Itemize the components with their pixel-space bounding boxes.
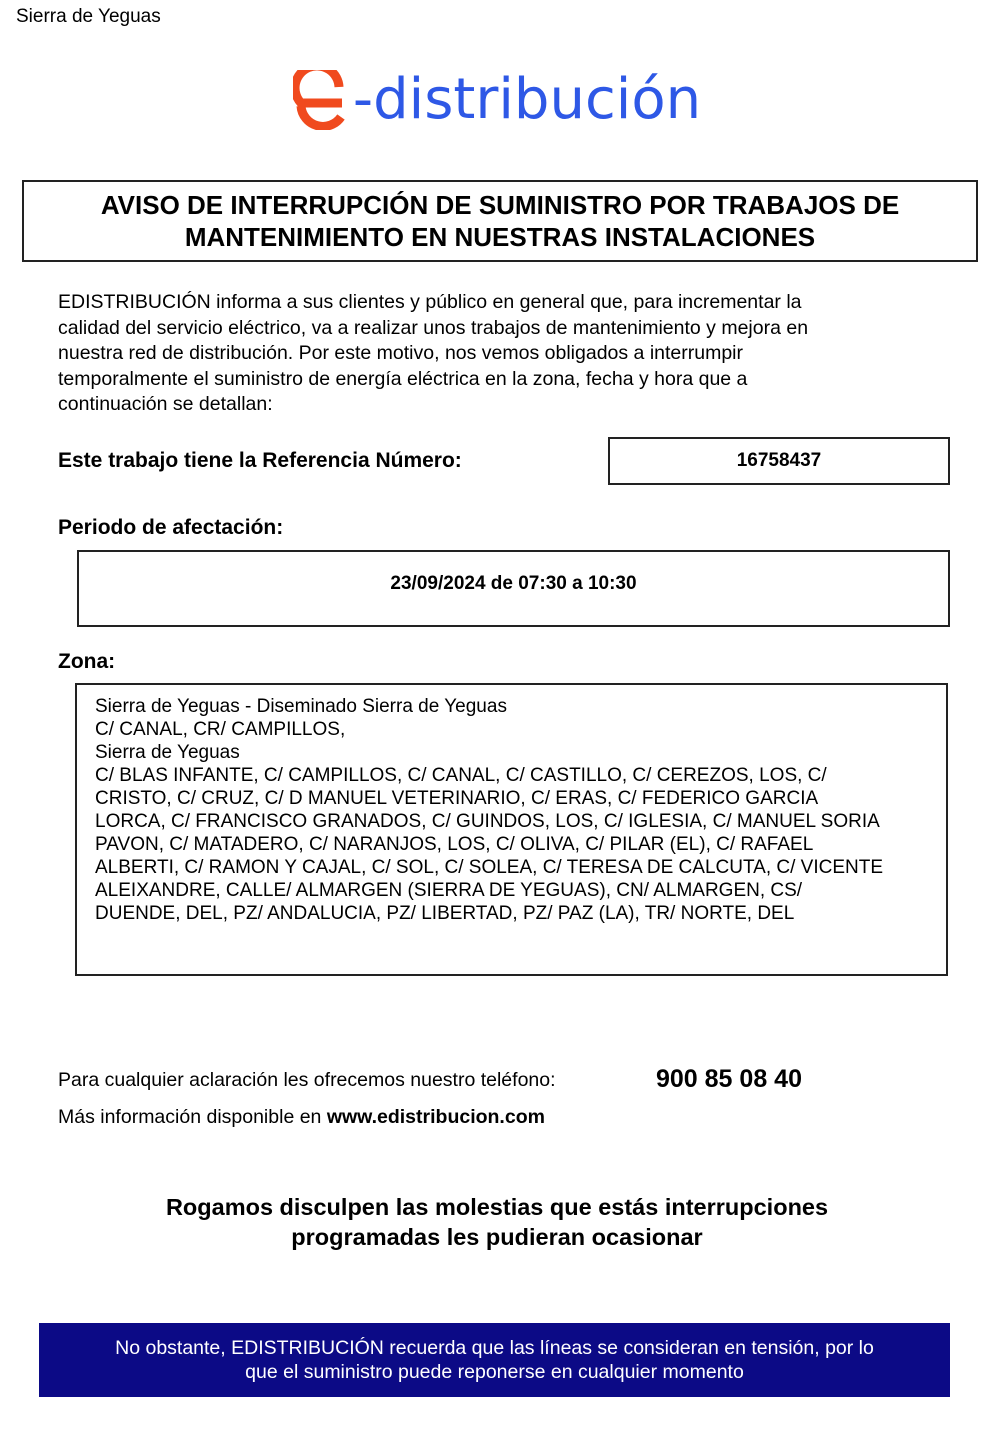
period-value: 23/09/2024 de 07:30 a 10:30 [77, 550, 950, 627]
tension-warning-banner: No obstante, EDISTRIBUCIÓN recuerda que las líneas se consideran en tensión, por lo que el suministro puede reponerse en cualquier momento [39, 1323, 950, 1397]
website-link[interactable]: www.edistribucion.com [326, 1106, 545, 1128]
info-line [58, 1106, 545, 1129]
zone-line: CRISTO, C/ CRUZ, C/ D MANUEL VETERINARIO, C/ ERAS, C/ FEDERICO GARCIA [95, 788, 819, 809]
zone-line: ALEIXANDRE, CALLE/ ALMARGEN (SIERRA DE YEGUAS), CN/ ALMARGEN, CS/ [95, 880, 803, 901]
info-prefix: Más información disponible en [58, 1106, 327, 1128]
zone-line: C/ BLAS INFANTE, C/ CAMPILLOS, C/ CANAL, C/ CASTILLO, C/ CEREZOS, LOS, C/ [95, 765, 827, 786]
logo-text: -distribución [352, 66, 702, 132]
logo-e-icon [293, 70, 349, 130]
edistribucion-logo [0, 62, 994, 137]
zone-line: PAVON, C/ MATADERO, C/ NARANJOS, LOS, C/ OLIVA, C/ PILAR (EL), C/ RAFAEL [95, 834, 814, 855]
apology-message: Rogamos disculpen las molestias que estás interrupciones programadas les pudieran ocasionar [165, 1194, 829, 1250]
notice-title-box [22, 180, 978, 262]
phone-number[interactable]: 900 85 08 40 [656, 1065, 802, 1093]
notice-title: AVISO DE INTERRUPCIÓN DE SUMINISTRO POR TRABAJOS DE MANTENIMIENTO EN NUESTRAS INSTALACIONES [100, 190, 900, 252]
zone-line: ALBERTI, C/ RAMON Y CAJAL, C/ SOL, C/ SOLEA, C/ TERESA DE CALCUTA, C/ VICENTE [95, 857, 884, 878]
zone-line: C/ CANAL, CR/ CAMPILLOS, [95, 719, 346, 740]
period-label: Periodo de afectación: [58, 516, 284, 539]
zone-label: Zona: [58, 650, 116, 673]
location-header: Sierra de Yeguas [16, 6, 161, 27]
phone-label: Para cualquier aclaración les ofrecemos nuestro teléfono: [58, 1069, 556, 1091]
notice-intro: EDISTRIBUCIÓN informa a sus clientes y público en general que, para incrementar la calidad del servicio eléctrico, va a realizar unos trabajos de mantenimiento y mejora en nuestra red de distribución. Por este motivo, nos vemos obligados a interrumpir temporalmente el suministro de energía eléctrica en la zona, fecha y hora que a continuación se detallan: [58, 291, 809, 415]
zone-line: Sierra de Yeguas [95, 742, 240, 763]
zone-line: Sierra de Yeguas - Diseminado Sierra de Yeguas [95, 696, 507, 717]
reference-label: Este trabajo tiene la Referencia Número: [58, 449, 462, 472]
reference-number: 16758437 [608, 437, 950, 485]
zone-line: LORCA, C/ FRANCISCO GRANADOS, C/ GUINDOS, LOS, C/ IGLESIA, C/ MANUEL SORIA [95, 811, 880, 832]
zone-box [75, 683, 948, 976]
zone-line: DUENDE, DEL, PZ/ ANDALUCIA, PZ/ LIBERTAD, PZ/ PAZ (LA), TR/ NORTE, DEL [95, 903, 795, 924]
